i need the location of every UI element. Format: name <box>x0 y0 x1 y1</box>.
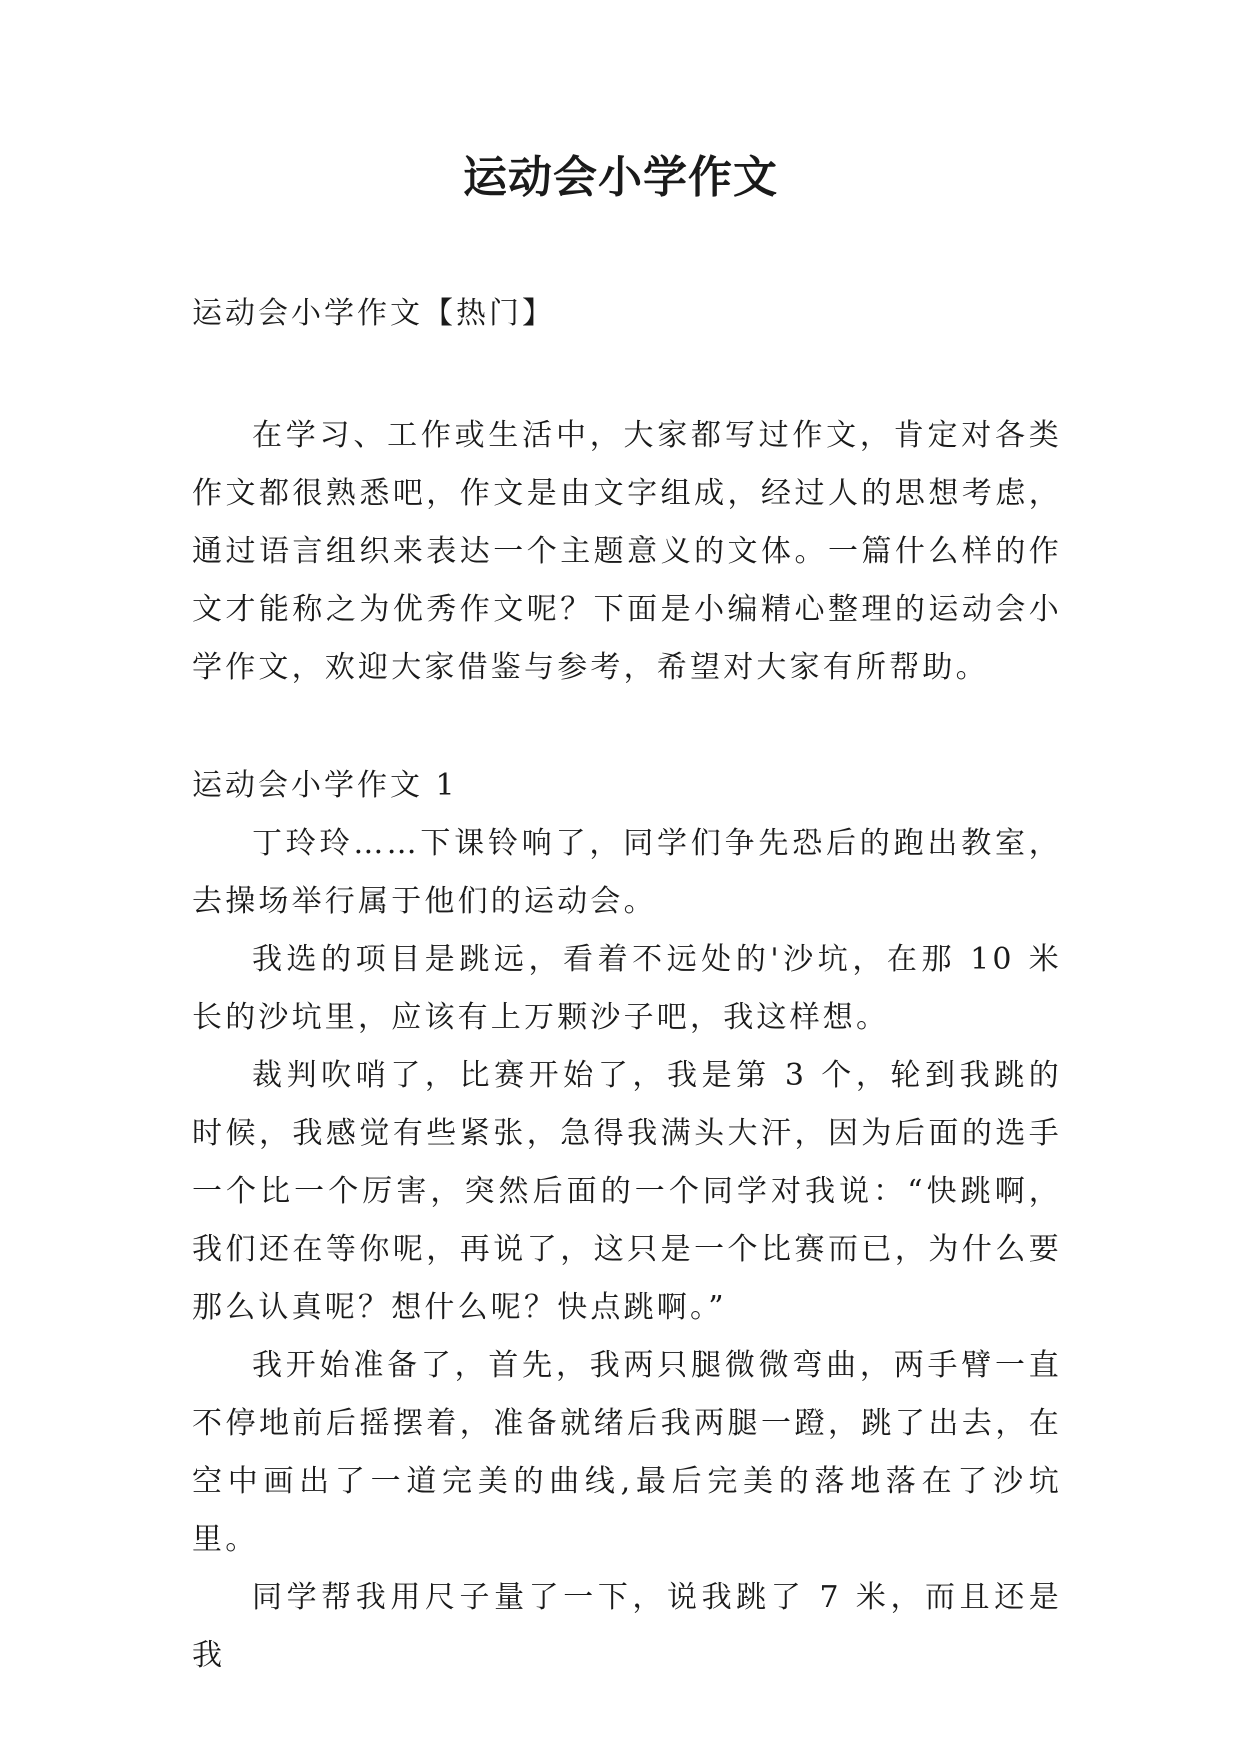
essay-paragraph: 我开始准备了，首先，我两只腿微微弯曲，两手臂一直不停地前后摇摆着，准备就绪后我两腿一蹬，跳了出去，在空中画出了一道完美的曲线,最后完美的落地落在了沙坑里。 <box>192 1348 1062 1557</box>
page-title: 运动会小学作文 <box>463 152 778 203</box>
document-subtitle: 运动会小学作文【热门】 <box>192 296 555 331</box>
intro-paragraph: 在学习、工作或生活中，大家都写过作文，肯定对各类作文都很熟悉吧，作文是由文字组成，经过人的思想考虑，通过语言组织来表达一个主题意义的文体。一篇什么样的作文才能称之为优秀作文呢？下面是小编精心整理的运动会小学作文，欢迎大家借鉴与参考，希望对大家有所帮助。 <box>192 418 1062 685</box>
essay-body <box>192 815 1062 1685</box>
essay-paragraph: 我选的项目是跳远，看着不远处的'沙坑，在那 10 米长的沙坑里，应该有上万颗沙子吧，我这样想。 <box>192 942 1062 1035</box>
intro-block <box>192 407 1062 697</box>
essay-paragraph: 丁玲玲……下课铃响了，同学们争先恐后的跑出教室，去操场举行属于他们的运动会。 <box>192 826 1062 919</box>
section-heading: 运动会小学作文 1 <box>192 768 458 803</box>
essay-paragraph: 裁判吹哨了，比赛开始了，我是第 3 个，轮到我跳的时候，我感觉有些紧张，急得我满头大汗，因为后面的选手一个比一个厉害，突然后面的一个同学对我说：“快跳啊，我们还在等你呢，再说了，这只是一个比赛而已，为什么要那么认真呢？想什么呢？快点跳啊。” <box>192 1058 1062 1325</box>
essay-paragraph: 同学帮我用尺子量了一下，说我跳了 7 米，而且还是我 <box>192 1580 1062 1673</box>
